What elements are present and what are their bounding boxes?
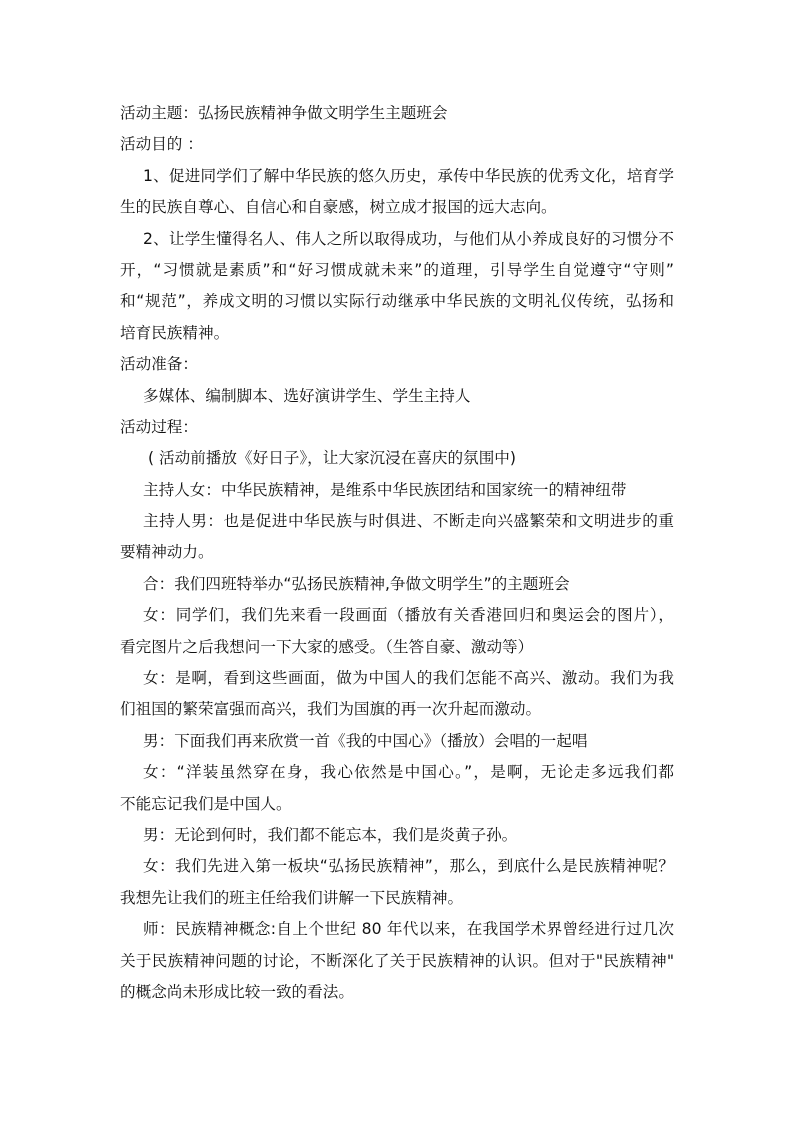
text-line: 培育民族精神。 bbox=[120, 323, 230, 342]
text-line: 女：同学们，我们先来看一段画面（播放有关香港回归和奥运会的图片）， bbox=[143, 606, 674, 625]
paragraph bbox=[120, 820, 674, 851]
paragraph bbox=[120, 224, 674, 350]
text-line: 生的民族自尊心、自信心和自豪感，树立成才报国的远大志向。 bbox=[120, 198, 557, 217]
text-line: 女：我们先进入第一板块“弘扬民族精神”，那么，到底什么是民族精神呢？ bbox=[143, 857, 674, 876]
text-line: 关于民族精神问题的讨论，不断深化了关于民族精神的认识。但对于"民族精神" bbox=[120, 951, 674, 970]
text-line: 男：无论到何时，我们都不能忘本，我们是炎黄子孙。 bbox=[143, 825, 518, 844]
paragraph bbox=[120, 914, 674, 1008]
text-line: 主持人女：中华民族精神，是维系中华民族团结和国家统一的精神纽带 bbox=[143, 480, 627, 499]
text-line: 活动主题：弘扬民族精神争做文明学生主题班会 bbox=[120, 104, 448, 122]
text-line: 师：民族精神概念:自上个世纪 80 年代以来，在我国学术界曾经进行过几次 bbox=[143, 920, 674, 939]
text-line: ( 活动前播放《好日子》，让大家沉浸在喜庆的氛围中) bbox=[148, 449, 516, 468]
paragraph bbox=[120, 506, 674, 569]
text-line: 女：是啊，看到这些画面，做为中国人的我们怎能不高兴、激动。我们为我 bbox=[143, 669, 674, 688]
text-line: 主持人男：也是促进中华民族与时俱进、不断走向兴盛繁荣和文明进步的重 bbox=[143, 512, 674, 531]
text-line: 开，“习惯就是素质”和“好习惯成就未来”的道理，引导学生自觉遵守“守则” bbox=[120, 260, 674, 279]
text-line: 们祖国的繁荣富强而高兴，我们为国旗的再一次升起而激动。 bbox=[120, 700, 542, 719]
text-line: 多媒体、编制脚本、选好演讲学生、学生主持人 bbox=[143, 386, 471, 405]
text-line: 女：“洋装虽然穿在身，我心依然是中国心。”，是啊，无论走多远我们都 bbox=[143, 763, 674, 782]
paragraph bbox=[120, 757, 674, 820]
paragraph bbox=[120, 726, 674, 757]
text-line: 活动过程： bbox=[120, 417, 198, 436]
text-line: 我想先让我们的班主任给我们讲解一下民族精神。 bbox=[120, 888, 464, 907]
text-line: 不能忘记我们是中国人。 bbox=[120, 794, 292, 813]
paragraph bbox=[120, 98, 674, 129]
document-body bbox=[120, 98, 674, 1008]
text-line: 要精神动力。 bbox=[120, 543, 214, 562]
paragraph bbox=[120, 569, 674, 600]
text-line: 合：我们四班特举办“弘扬民族精神,争做文明学生”的主题班会 bbox=[143, 574, 570, 593]
text-line: 和“规范”，养成文明的习惯以实际行动继承中华民族的文明礼仪传统，弘扬和 bbox=[120, 292, 674, 311]
paragraph bbox=[120, 600, 674, 663]
text-line: 活动目的 ： bbox=[120, 135, 203, 154]
text-line: 的概念尚未形成比较一致的看法。 bbox=[120, 982, 354, 1001]
paragraph bbox=[120, 161, 674, 224]
paragraph bbox=[120, 851, 674, 914]
paragraph bbox=[120, 129, 674, 160]
paragraph bbox=[120, 443, 674, 474]
text-line: 男：下面我们再来欣赏一首《我的中国心》（播放）会唱的一起唱 bbox=[143, 731, 588, 750]
text-line: 活动准备： bbox=[120, 355, 198, 374]
paragraph bbox=[120, 663, 674, 726]
paragraph bbox=[120, 412, 674, 443]
paragraph bbox=[120, 381, 674, 412]
paragraph bbox=[120, 349, 674, 380]
text-line: 1、促进同学们了解中华民族的悠久历史，承传中华民族的优秀文化，培育学 bbox=[143, 166, 674, 185]
text-line: 看完图片之后我想问一下大家的感受。（生答自豪、激动等） bbox=[120, 637, 534, 656]
text-line: 2、让学生懂得名人、伟人之所以取得成功，与他们从小养成良好的习惯分不 bbox=[143, 229, 674, 248]
paragraph bbox=[120, 475, 674, 506]
